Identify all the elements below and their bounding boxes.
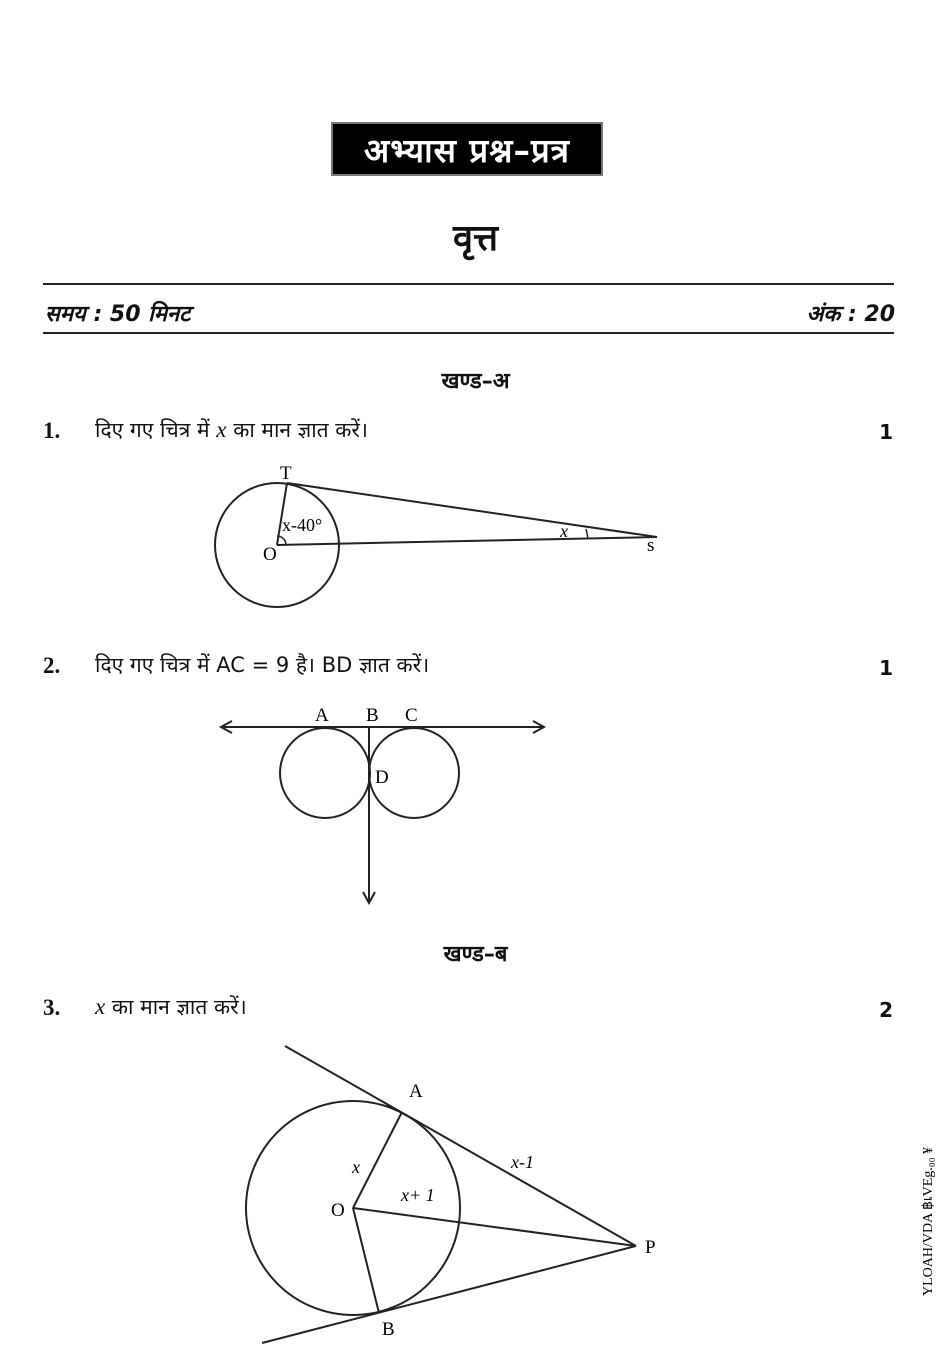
question-3-var: x — [95, 994, 106, 1019]
q3-label-b: B — [382, 1319, 395, 1340]
time-label: समय : 50 मिनट — [45, 302, 191, 327]
subject-title: वृत्त — [453, 218, 498, 259]
question-1-text-pre: दिए गए चित्र में — [95, 418, 210, 442]
q3-label-o: O — [331, 1200, 345, 1221]
question-2-number: 2. — [43, 653, 61, 678]
question-2-text: दिए गए चित्र में AC = 9 है। BD ज्ञात करें। — [95, 653, 430, 677]
question-1-var: x — [216, 417, 227, 442]
marks-total-label: अंक : 20 — [806, 302, 895, 327]
q2-label-d: D — [375, 767, 389, 788]
question-2-marks: 1 — [879, 656, 893, 680]
question-1-number: 1. — [43, 418, 61, 443]
q1-label-angle: x-40° — [282, 515, 323, 535]
q3-label-a: A — [409, 1081, 423, 1102]
question-3-text — [95, 993, 247, 1021]
q1-tangent-ts — [287, 483, 657, 537]
question-1-text-post: का मान ज्ञात करें। — [233, 418, 368, 442]
q3-line-op — [353, 1208, 636, 1246]
question-3-text-post: का मान ज्ञात करें। — [111, 995, 247, 1019]
q1-line-os — [277, 537, 657, 545]
q2-label-c: C — [405, 705, 418, 726]
question-3-marks: 2 — [879, 998, 893, 1022]
q3-label-p: P — [645, 1237, 656, 1258]
question-3-number: 3. — [43, 995, 61, 1020]
side-watermark — [904, 1110, 944, 1300]
q3-radius-oa — [353, 1112, 402, 1208]
bottom-rule — [43, 332, 894, 334]
q3-label-oa: x — [352, 1157, 360, 1177]
q1-label-s: s — [647, 535, 655, 556]
worksheet-title: अभ्यास प्रश्न–प्रत्र — [331, 122, 603, 176]
q3-tangent-pb — [262, 1246, 636, 1343]
question-1-figure — [0, 455, 951, 620]
question-2-figure — [0, 700, 951, 910]
q2-left-circle — [280, 728, 370, 818]
question-3-figure — [0, 1035, 900, 1355]
section-a-heading: खण्ड–अ — [441, 369, 510, 394]
top-rule — [43, 283, 894, 285]
q2-label-b: B — [366, 705, 379, 726]
q1-label-o: O — [263, 544, 277, 565]
q3-label-op: x+ 1 — [401, 1185, 435, 1205]
q3-radius-ob — [353, 1208, 379, 1313]
q3-label-ap: x-1 — [511, 1152, 534, 1172]
side-watermark-text: YLOAH/VDA ฿เVEg.₀₀ ¥ — [921, 1146, 936, 1296]
question-1-marks: 1 — [879, 420, 893, 444]
q1-label-x: x — [560, 521, 568, 541]
question-1-text — [95, 416, 368, 444]
q1-label-t: T — [280, 463, 292, 484]
q2-label-a: A — [315, 705, 329, 726]
section-b-heading: खण्ड–ब — [443, 942, 508, 967]
